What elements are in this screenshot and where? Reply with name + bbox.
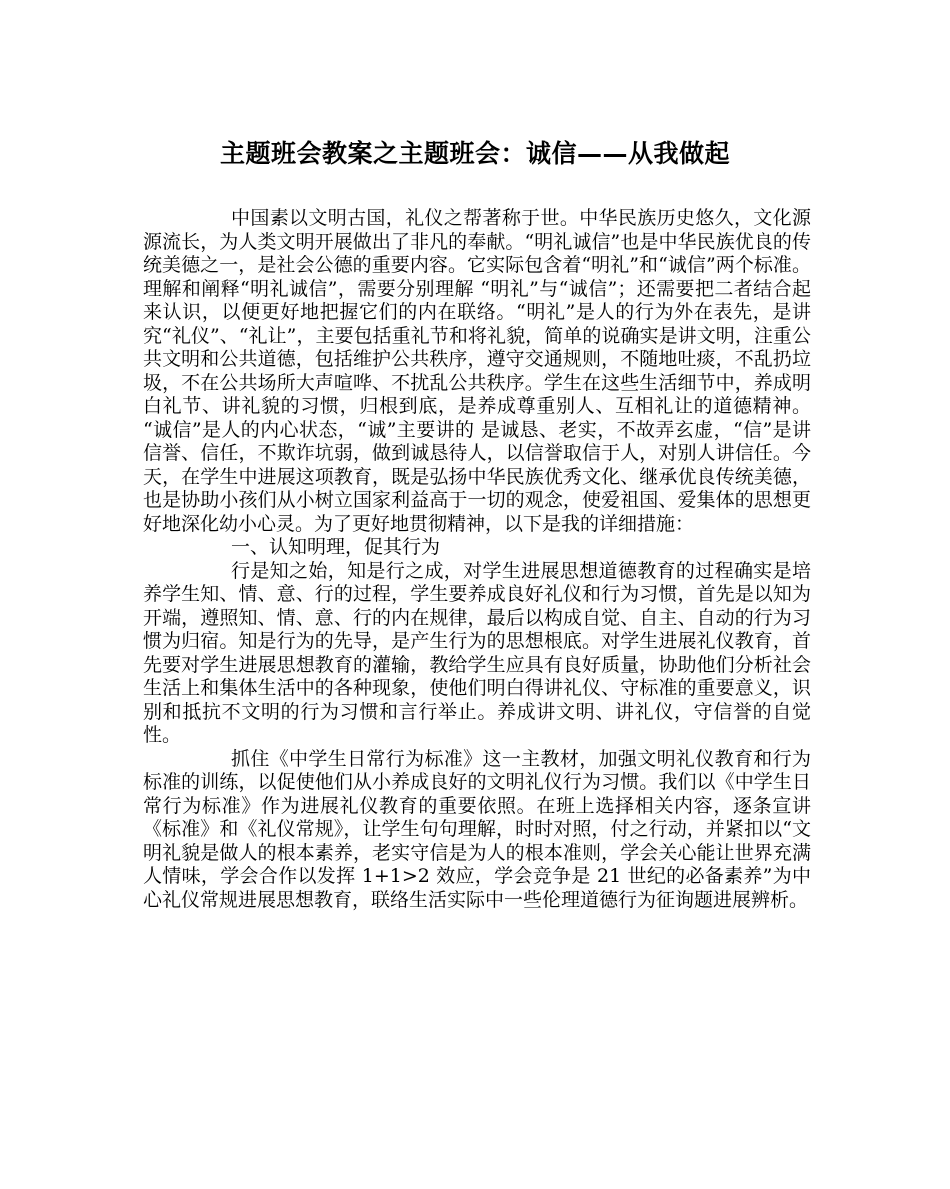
page-title: 主题班会教案之主题班会：诚信——从我做起 xyxy=(219,139,730,168)
paragraph-intro: 中国素以文明古国，礼仪之帮著称于世。中华民族历史悠久，文化源源流长，为人类文明开展做出了非凡的奉献。“明礼诚信”也是中华民族优良的传统美德之一，是社会公德的重要内容。它实际包含着“明礼”和“诚信”两个标准。理解和阐释“明礼诚信”，需要分别理解 “明礼”与“诚信”；还需要把二者结合起来认识，以便更好地把握它们的内在联络。“明礼”是人的行为外在表先，是讲究“礼仪”、“礼让”，主要包括重礼节和将礼貌，简单的说确实是讲文明，注重公共文明和公共道德，包括维护公共秩序，遵守交通规则，不随地吐痰，不乱扔垃圾，不在公共场所大声喧哗、不扰乱公共秩序。学生在这些生活细节中，养成明白礼节、讲礼貌的习惯，归根到底，是养成尊重别人、互相礼让的道德精神。 “诚信”是人的内心状态，“诚”主要讲的 是诚恳、老实，不故弄玄虚，“信”是讲信誉、信任，不欺诈坑弱，做到诚恳待人，以信誉取信于人，对别人讲信任。今天，在学生中进展这项教育，既是弘扬中华民族优秀文化、继承优良传统美德，也是协助小孩们从小树立国家利益高于一切的观念，使爱祖国、爱集体的思想更好地深化幼小心灵。为了更好地贯彻精神，以下是我的详细措施： xyxy=(143,207,811,535)
paragraph-cognition: 行是知之始，知是行之成，对学生进展思想道德教育的过程确实是培养学生知、情、意、行的过程，学生要养成良好礼仪和行为习惯，首先是以知为开端，遵照知、情、意、行的内在规律，最后以构成自觉、自主、自动的行为习惯为归宿。知是行为的先导，是产生行为的思想根底。对学生进展礼仪教育，首先要对学生进展思想教育的灌输，教给学生应具有良好质量，协助他们分析社会生活上和集体生活中的各种现象，使他们明白得讲礼仪、守标准的重要意义，识别和抵抗不文明的行为习惯和言行举止。养成讲文明、讲礼仪，守信誉的自觉性。 xyxy=(143,559,811,746)
paragraph-standards: 抓住《中学生日常行为标准》这一主教材，加强文明礼仪教育和行为标准的训练，以促使他们从小养成良好的文明礼仪行为习惯。我们以《中学生日常行为标准》作为进展礼仪教育的重要依照。在班上选择相关内容，逐条宣讲《标准》和《礼仪常规》，让学生句句理解，时时对照，付之行动，并紧扣以“文明礼貌是做人的根本素养，老实守信是为人的根本准则，学会关心能让世界充满人情味，学会合作以发挥 1+1>2 效应，学会竞争是 21 世纪的必备素养”为中心礼仪常规进展思想教育，联络生活实际中一些伦理道德行为征询题进展辨析。 xyxy=(143,747,811,911)
section-heading: 一、认知明理，促其行为 xyxy=(231,536,441,558)
document-body xyxy=(143,207,811,912)
